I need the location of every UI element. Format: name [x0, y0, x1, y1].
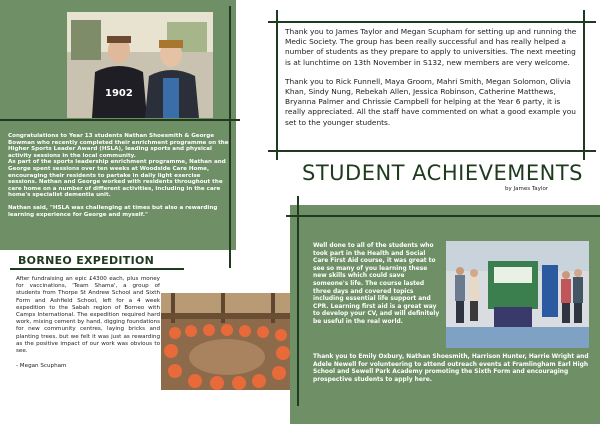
medic-box-text	[285, 27, 580, 128]
borneo-group-photo	[161, 293, 293, 390]
medic-society-paragraph: Thank you to James Taylor and Megan Scupham for setting up and running the Medic Society. The group has been really successful and has really helped a number of students as they prepare to apply to universities. The next meeting is at lunchtime on 13th November in S132, new members are very welcome.	[285, 27, 577, 67]
hsla-paragraph-2: As part of the sports leadership enrichment programme, Nathan and George spent sessions over ten weeks at Woodside Care Home, encouraging their residents to partake in daily light exercise sessions. Nathan and George worked with residents throughout the care home on a number of different activities, including in the care home's specialist dementia unit.	[8, 159, 226, 199]
borneo-title-underline	[10, 268, 184, 270]
byline: by James Taylor	[505, 186, 549, 192]
borneo-signoff: - Megan Scupham	[16, 363, 67, 370]
borneo-title: BORNEO EXPEDITION	[18, 254, 155, 267]
right-panel-horizontal-rule	[286, 215, 600, 217]
horizontal-rule-left	[0, 119, 240, 121]
hsla-quote: Nathan said, "HSLA was challenging at times but also a rewarding learning experience for George and myself."	[8, 204, 218, 218]
borneo-body	[16, 276, 160, 370]
year6-party-paragraph: Thank you to Rick Funnell, Maya Groom, Mahri Smith, Megan Solomon, Olivia Khan, Sindy Nung, Rebekah Allen, Jessica Robinson, Catherine Matthews, Bryanna Palmer and Chrissie Campbell for helping at the Year 6 party, it is really appreciated. All the staff have commented on what a good example you set to the younger students.	[285, 76, 576, 127]
medic-box-top-rule	[268, 21, 596, 23]
outreach-paragraph: Thank you to Emily Oxbury, Nathan Shoesmith, Harrison Hunter, Harrie Wright and Adele Newell for volunteering to attend outreach events at Framlingham Earl High School and Sewell Park Academy promoting the Sixth Form and encouraging prospective students to apply here.	[313, 354, 589, 383]
medic-box-right-rule	[583, 10, 585, 160]
first-aid-paragraph: Well done to all of the students who took part in the Health and Social Care First Aid course, it was great to see so many of you learning these new skills which could save someone's life. The course lasted three days and covered topics including essential life support and CPR. Learning first aid is a great way to develop your CV, and will definitely be useful in the real world.	[313, 243, 440, 325]
students-photo	[67, 12, 213, 118]
first-aid-photo	[446, 241, 589, 348]
vertical-rule-left	[229, 6, 231, 268]
right-panel-vertical-rule	[297, 196, 299, 406]
shirt-text: 1902	[105, 88, 133, 99]
medic-box-left-rule	[276, 10, 278, 160]
hsla-paragraph-1: Congratulations to Year 13 students Nathan Shoesmith & George Bowman who recently completed their enrichment programme on the Higher Sports Leader Award (HSLA), leading sports and physical activity sessions in the local community.	[8, 133, 229, 159]
medic-box-bottom-rule	[268, 150, 596, 152]
page-title: STUDENT ACHIEVEMENTS	[302, 161, 583, 185]
left-panel-text	[8, 133, 230, 218]
borneo-paragraph: After fundraising an epic £4300 each, plus money for vaccinations, 'Team Shama', a group of students from Thorpe St Andrew School and Sixth Form and Ashfield School, left for a 4 week expedition to the Sabah region of Borneo with Camps International. The expedition required hard work, mixing cement by hand, digging foundations for new community centres, laying bricks and planting trees, but we felt it was just as rewarding as the positive impact of our work was obvious to see.	[16, 276, 160, 355]
